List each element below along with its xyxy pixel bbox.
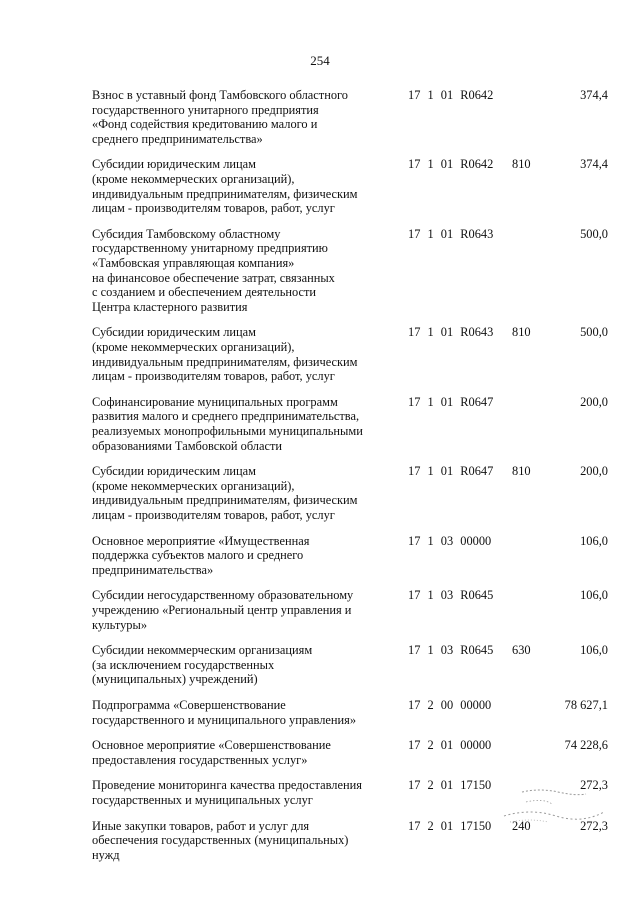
row-name-line: реализуемых монопрофильными муниципальными: [92, 423, 363, 438]
row-code: 17 1 01 R0642: [408, 157, 494, 172]
row-name-line: государственного унитарного предприятия: [92, 102, 319, 117]
row-name-line: Субсидии юридическим лицам: [92, 464, 257, 479]
row-name-line: индивидуальным предпринимателям, физическим: [92, 354, 358, 369]
row-name: [92, 778, 392, 807]
row-name-line: лицам - производителям товаров, работ, услуг: [92, 201, 335, 216]
row-expense-type: 810: [512, 325, 531, 340]
row-name-line: «Тамбовская управляющая компания»: [92, 255, 295, 270]
row-amount: 272,3: [580, 778, 608, 793]
row-amount: 200,0: [580, 464, 608, 479]
stamp-mark: [500, 786, 610, 826]
row-code: 17 1 03 R0645: [408, 643, 494, 658]
row-name: [92, 588, 392, 632]
row-code: 17 1 01 R0647: [408, 464, 494, 479]
row-expense-type: 240: [512, 818, 531, 833]
row-amount: 374,4: [580, 157, 608, 172]
row-name: [92, 643, 392, 687]
row-name: [92, 698, 392, 727]
row-name-line: обеспечения государственных (муниципальных): [92, 833, 349, 848]
row-code: 17 1 03 R0645: [408, 588, 494, 603]
row-expense-type: 810: [512, 464, 531, 479]
row-name-line: Подпрограмма «Совершенствование: [92, 698, 286, 712]
row-name-line: (муниципальных) учреждений): [92, 672, 258, 687]
row-name-line: Субсидии юридическим лицам: [92, 157, 257, 172]
row-name-line: Основное мероприятие «Совершенствование: [92, 738, 331, 753]
row-code: 17 1 01 R0643: [408, 226, 494, 241]
row-name: [92, 157, 392, 215]
row-amount: 78 627,1: [564, 698, 608, 712]
row-name-line: (кроме некоммерческих организаций),: [92, 478, 295, 493]
row-name: [92, 464, 392, 522]
row-name-line: Субсидии некоммерческим организациям: [92, 643, 313, 658]
row-amount: 272,3: [580, 818, 608, 833]
row-name-line: (кроме некоммерческих организаций),: [92, 339, 295, 354]
row-name-line: развития малого и среднего предпринимательства,: [92, 409, 360, 424]
row-name: [92, 325, 392, 383]
row-name-line: среднего предпринимательства»: [92, 131, 263, 146]
row-name-line: государственного и муниципального управления»: [92, 712, 357, 727]
row-name-line: с созданием и обеспечением деятельности: [92, 285, 317, 300]
row-name-line: лицам - производителям товаров, работ, услуг: [92, 507, 335, 522]
row-name-line: индивидуальным предпринимателям, физическим: [92, 493, 358, 508]
row-name-line: на финансовое обеспечение затрат, связанных: [92, 270, 335, 285]
row-amount: 200,0: [580, 394, 608, 409]
row-amount: 74 228,6: [564, 738, 608, 753]
row-name: [92, 227, 392, 315]
row-name-line: индивидуальным предпринимателям, физическим: [92, 186, 358, 201]
row-name-line: Основное мероприятие «Имущественная: [92, 533, 310, 548]
row-amount: 106,0: [580, 643, 608, 658]
row-name-line: «Фонд содействия кредитованию малого и: [92, 117, 318, 132]
row-name-line: Проведение мониторинга качества предоставления: [92, 778, 362, 793]
row-code: 17 1 03 00000: [408, 533, 492, 548]
row-code: 17 2 01 00000: [408, 738, 492, 753]
row-amount: 106,0: [580, 533, 608, 548]
row-name: [92, 88, 392, 146]
row-amount: 500,0: [580, 226, 608, 241]
row-name-line: Взнос в уставный фонд Тамбовского областного: [92, 88, 349, 102]
row-name-line: Центра кластерного развития: [92, 299, 248, 314]
row-code: 17 1 01 R0647: [408, 394, 494, 409]
row-code: 17 2 00 00000: [408, 698, 492, 712]
row-name-line: государственных и муниципальных услуг: [92, 792, 313, 807]
row-name-line: поддержка субъектов малого и среднего: [92, 548, 304, 563]
row-code: 17 2 01 17150: [408, 818, 492, 833]
row-name-line: Субсидии негосударственному образовательному: [92, 588, 354, 603]
row-name: [92, 395, 392, 453]
row-name-line: Иные закупки товаров, работ и услуг для: [92, 818, 310, 833]
row-amount: 500,0: [580, 325, 608, 340]
row-name-line: образованиями Тамбовской области: [92, 438, 283, 453]
row-name: [92, 819, 392, 863]
row-name-line: Софинансирование муниципальных программ: [92, 394, 338, 409]
row-name-line: (кроме некоммерческих организаций),: [92, 171, 295, 186]
row-amount: 106,0: [580, 588, 608, 603]
row-code: 17 2 01 17150: [408, 778, 492, 793]
row-name: [92, 738, 392, 767]
row-name-line: государственному унитарному предприятию: [92, 241, 328, 256]
row-name: [92, 534, 392, 578]
page-number: 254: [310, 53, 330, 68]
row-expense-type: 630: [512, 643, 531, 658]
row-name-line: лицам - производителям товаров, работ, услуг: [92, 369, 335, 384]
row-amount: 374,4: [580, 88, 608, 102]
row-name-line: предпринимательства»: [92, 562, 214, 577]
row-name-line: учреждению «Региональный центр управления и: [92, 602, 352, 617]
row-name-line: Субсидии юридическим лицам: [92, 325, 257, 340]
row-name-line: нужд: [92, 847, 120, 862]
row-code: 17 1 01 R0642: [408, 88, 494, 102]
row-expense-type: 810: [512, 157, 531, 172]
row-name-line: (за исключением государственных: [92, 657, 275, 672]
row-name-line: предоставления государственных услуг»: [92, 752, 308, 767]
row-name-line: культуры»: [92, 617, 148, 632]
row-name-line: Субсидия Тамбовскому областному: [92, 226, 281, 241]
row-code: 17 1 01 R0643: [408, 325, 494, 340]
